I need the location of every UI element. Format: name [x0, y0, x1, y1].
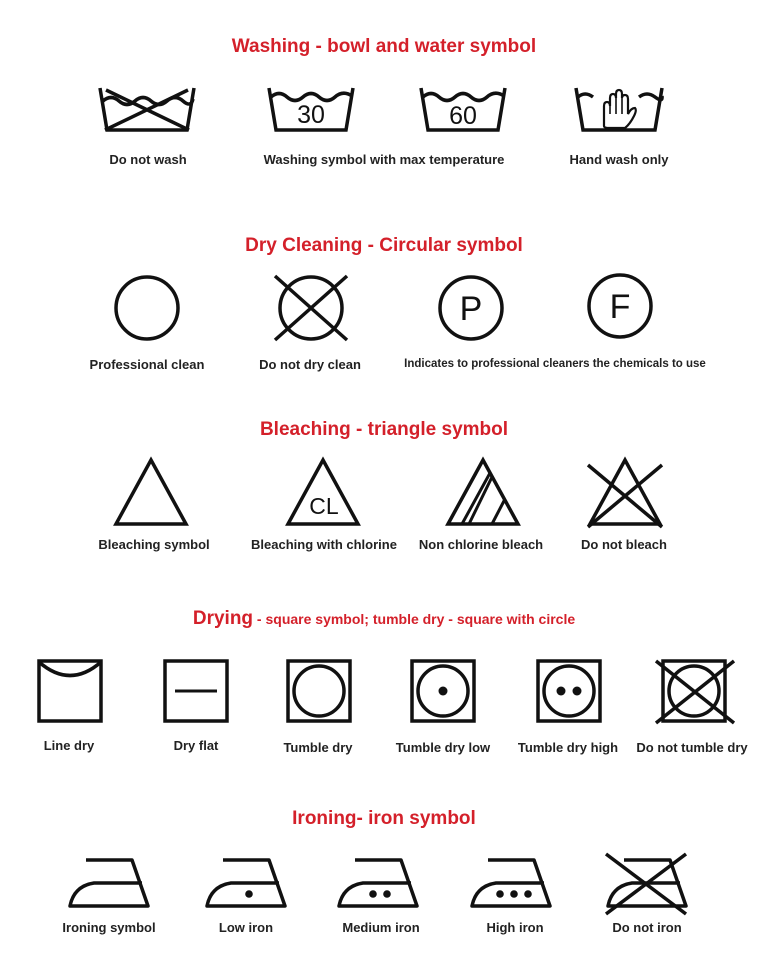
washing-title: Washing - bowl and water symbol: [231, 36, 537, 57]
dry-cleaning-title: Dry Cleaning - Circular symbol: [245, 235, 523, 256]
dry-clean-f-text: F: [609, 288, 631, 326]
line-dry-icon: [37, 659, 103, 723]
dry-flat-icon: [163, 659, 229, 723]
professional-chemicals-label: Indicates to professional cleaners the chemicals to use: [404, 358, 706, 370]
medium-iron-label: Medium iron: [342, 920, 420, 935]
non-chlorine-bleach-icon: [445, 457, 521, 527]
high-iron-label: High iron: [486, 920, 544, 935]
do-not-tumble-dry-label: Do not tumble dry: [636, 740, 748, 755]
dry-clean-p-icon: [437, 274, 505, 342]
do-not-bleach-label: Do not bleach: [581, 537, 667, 552]
professional-clean-label: Professional clean: [89, 357, 205, 372]
tumble-dry-high-label: Tumble dry high: [517, 740, 619, 755]
dry-clean-p-text: P: [459, 290, 483, 328]
dry-flat-label: Dry flat: [173, 738, 219, 753]
chlorine-bleach-label: Bleaching with chlorine: [251, 537, 397, 552]
low-iron-icon: [205, 856, 289, 910]
wash-max-temp-label: Washing symbol with max temperature: [263, 152, 505, 167]
drying-title: [0, 608, 768, 630]
iron-icon: [68, 856, 152, 910]
tumble-dry-low-label: Tumble dry low: [395, 740, 491, 755]
non-chlorine-bleach-label: Non chlorine bleach: [418, 537, 544, 552]
hand-wash-label: Hand wash only: [569, 152, 669, 167]
do-not-iron-icon: [600, 852, 692, 916]
do-not-dry-clean-icon: [271, 274, 351, 342]
drying-title-main: Drying: [192, 608, 254, 629]
wash-30-text: 30: [297, 101, 325, 129]
do-not-wash-icon: [97, 84, 197, 134]
tumble-dry-low-icon: [410, 659, 476, 723]
do-not-tumble-dry-icon: [654, 659, 736, 723]
drying-title-sub: - square symbol; tumble dry - square with circle: [253, 611, 576, 627]
medium-iron-icon: [337, 856, 421, 910]
tumble-dry-high-icon: [536, 659, 602, 723]
bleach-icon: [113, 457, 189, 527]
dry-clean-f-icon: [586, 272, 654, 340]
do-not-wash-label: Do not wash: [109, 152, 187, 167]
iron-label: Ironing symbol: [62, 920, 156, 935]
bleaching-title: Bleaching - triangle symbol: [259, 419, 509, 440]
tumble-dry-label: Tumble dry: [283, 740, 353, 755]
professional-clean-icon: [113, 274, 181, 342]
do-not-iron-label: Do not iron: [612, 920, 682, 935]
low-iron-label: Low iron: [218, 920, 274, 935]
wash-30-icon: [266, 84, 356, 134]
do-not-bleach-icon: [586, 457, 664, 529]
wash-60-text: 60: [449, 102, 477, 130]
wash-60-icon: [418, 84, 508, 134]
bleach-label: Bleaching symbol: [98, 537, 210, 552]
tumble-dry-icon: [286, 659, 352, 723]
ironing-title: Ironing- iron symbol: [292, 808, 476, 829]
line-dry-label: Line dry: [43, 738, 95, 753]
chlorine-cl-text: CL: [309, 493, 339, 519]
do-not-dry-clean-label: Do not dry clean: [259, 357, 361, 372]
chlorine-bleach-icon: [285, 457, 361, 527]
high-iron-icon: [470, 856, 554, 910]
hand-wash-icon: [573, 80, 665, 134]
